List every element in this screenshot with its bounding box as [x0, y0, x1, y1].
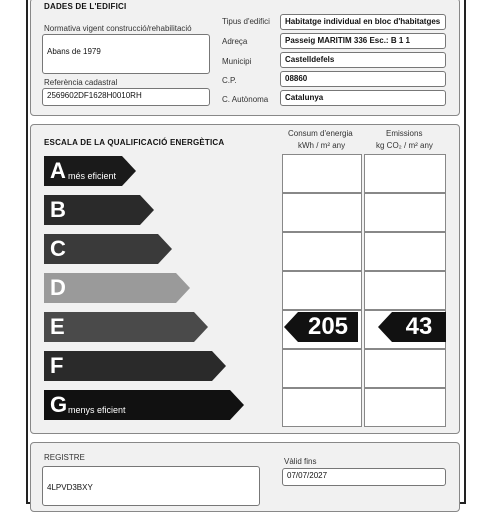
emissions-cell-f	[364, 349, 446, 388]
grade-letter: C	[50, 236, 66, 261]
grade-bar-g	[44, 390, 244, 420]
grade-bar-d	[44, 273, 190, 303]
emissions-cell-g	[364, 388, 446, 427]
tipus-value: Habitatge individual en bloc d'habitatges	[285, 17, 441, 26]
emissions-cell-c	[364, 232, 446, 271]
grade-bar-arrow	[230, 390, 244, 420]
grade-bar-arrow	[176, 273, 190, 303]
ca-value: Catalunya	[285, 93, 324, 102]
grade-subtitle: més eficient	[68, 171, 117, 181]
building-section-title: DADES DE L'EDIFICI	[44, 2, 127, 11]
registre-field	[42, 466, 260, 506]
emissions-label: Emissions	[386, 129, 423, 138]
municipi-label: Municipi	[222, 57, 252, 66]
tipus-label: Tipus d'edifici	[222, 17, 270, 26]
energy-scale-title: ESCALA DE LA QUALIFICACIÓ ENERGÈTICA	[44, 138, 225, 147]
grade-letter: E	[50, 314, 65, 339]
cp-value: 08860	[285, 74, 308, 83]
consum-cell-a	[282, 154, 362, 193]
cp-label: C.P.	[222, 76, 237, 85]
grade-bar-b	[44, 195, 154, 225]
municipi-value: Castelldefels	[285, 55, 335, 64]
adreca-label: Adreça	[222, 37, 248, 46]
grade-bar-a	[44, 156, 136, 186]
consum-cell-g	[282, 388, 362, 427]
consum-cell-b	[282, 193, 362, 232]
adreca-field	[280, 33, 446, 49]
registre-value: 4LPVD3BXY	[47, 483, 93, 492]
referencia-field	[42, 88, 210, 106]
grade-bar-body	[44, 312, 194, 342]
municipi-field	[280, 52, 446, 68]
consum-rating-badge	[298, 312, 358, 342]
consum-unit: kWh / m² any	[298, 141, 346, 150]
grade-bar-arrow	[140, 195, 154, 225]
normativa-field	[42, 34, 210, 74]
grade-bar-e	[44, 312, 208, 342]
referencia-value: 2569602DF1628H0010RH	[47, 91, 142, 100]
consum-cell-c	[282, 232, 362, 271]
emissions-cell-d	[364, 271, 446, 310]
emissions-badge-arrow	[378, 312, 392, 342]
grade-bar-body	[44, 351, 212, 381]
grade-letter: B	[50, 197, 66, 222]
grade-bar-arrow	[122, 156, 136, 186]
grade-bar-arrow	[212, 351, 226, 381]
emissions-cell-b	[364, 193, 446, 232]
valid-field	[282, 468, 446, 486]
consum-cell-d	[282, 271, 362, 310]
referencia-label: Referència cadastral	[44, 78, 118, 87]
consum-badge-arrow	[284, 312, 298, 342]
grade-letter: D	[50, 275, 66, 300]
consum-label: Consum d'energia	[288, 129, 353, 138]
grade-subtitle: menys eficient	[68, 405, 126, 415]
ca-label: C. Autònoma	[222, 95, 269, 104]
grade-letter: G	[50, 392, 68, 417]
emissions-cell-a	[364, 154, 446, 193]
normativa-label: Normativa vigent construcció/rehabilitació	[44, 24, 192, 33]
grade-bar-f	[44, 351, 226, 381]
tipus-field	[280, 14, 446, 30]
grade-bar-c	[44, 234, 172, 264]
normativa-value: Abans de 1979	[47, 47, 101, 56]
registre-label: REGISTRE	[44, 453, 85, 462]
emissions-rating-badge	[392, 312, 446, 342]
grade-bar-arrow	[158, 234, 172, 264]
valid-label: Vàlid fins	[284, 457, 317, 466]
emissions-unit: kg CO₂ / m² any	[376, 141, 433, 150]
valid-value: 07/07/2027	[287, 471, 328, 480]
grade-letter: A	[50, 158, 66, 183]
adreca-value: Passeig MARITIM 336 Esc.: B 1 1	[285, 36, 410, 45]
emissions-rating-value: 43	[405, 313, 433, 340]
ca-field	[280, 90, 446, 106]
cp-field	[280, 71, 446, 87]
grade-letter: F	[50, 353, 64, 378]
consum-cell-f	[282, 349, 362, 388]
consum-rating-value: 205	[307, 313, 349, 340]
grade-bar-arrow	[194, 312, 208, 342]
